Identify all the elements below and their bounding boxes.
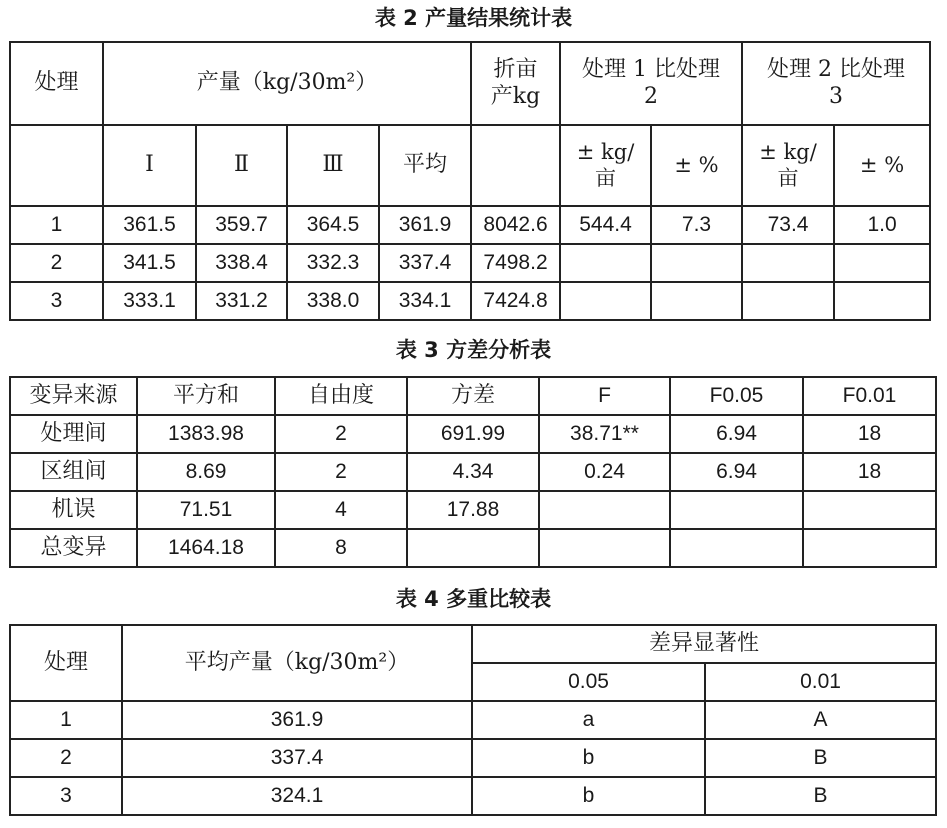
cell: 2 <box>275 415 407 453</box>
cell: 1 <box>10 206 103 244</box>
cell: 17.88 <box>407 491 539 529</box>
cell <box>560 282 651 320</box>
cell: 4.34 <box>407 453 539 491</box>
cell: 2 <box>10 739 122 777</box>
cell: 333.1 <box>103 282 196 320</box>
cell: 7498.2 <box>471 244 560 282</box>
cell <box>539 529 670 567</box>
subheader-kg-per-mu-1-line2: 亩 <box>595 165 617 190</box>
cell: 6.94 <box>670 453 803 491</box>
yield-statistics-table <box>9 41 931 321</box>
cell: 337.4 <box>122 739 472 777</box>
cell: 324.1 <box>122 777 472 815</box>
cell: 18 <box>803 415 936 453</box>
table3-title: 表 3 方差分析表 <box>395 338 552 362</box>
header-process: 处理 <box>10 42 103 125</box>
cell: 2 <box>10 244 103 282</box>
cell <box>742 282 834 320</box>
cell: 364.5 <box>287 206 379 244</box>
cell <box>803 529 936 567</box>
cell: 8042.6 <box>471 206 560 244</box>
cell: 71.51 <box>137 491 275 529</box>
cell: 1383.98 <box>137 415 275 453</box>
header-mu-yield-line1: 折亩 <box>493 57 538 83</box>
header-yield: 产量（kg/30m²） <box>103 42 471 125</box>
header-f: F <box>539 377 670 415</box>
cell <box>670 491 803 529</box>
header-significance: 差异显著性 <box>472 625 936 663</box>
subheader-percent-2: ± % <box>834 125 930 206</box>
cell: 361.9 <box>122 701 472 739</box>
cell <box>834 244 930 282</box>
header-process: 处理 <box>10 625 122 701</box>
cell: 区组间 <box>10 453 137 491</box>
subheader-average: 平均 <box>379 125 471 206</box>
subheader-rep-2: Ⅱ <box>196 125 287 206</box>
cell <box>539 491 670 529</box>
cell: 337.4 <box>379 244 471 282</box>
cell: A <box>705 701 936 739</box>
cell: 338.0 <box>287 282 379 320</box>
cell: 6.94 <box>670 415 803 453</box>
cell: B <box>705 777 936 815</box>
variance-analysis-table <box>9 376 937 568</box>
cell <box>407 529 539 567</box>
cell: 338.4 <box>196 244 287 282</box>
table-row <box>10 777 936 815</box>
header-level-005: 0.05 <box>472 663 705 701</box>
table-row <box>10 282 930 320</box>
cell <box>560 244 651 282</box>
table-row <box>10 206 930 244</box>
cell: 1464.18 <box>137 529 275 567</box>
cell: 38.71** <box>539 415 670 453</box>
table-row <box>10 529 936 567</box>
cell: 73.4 <box>742 206 834 244</box>
cell <box>670 529 803 567</box>
cell: 3 <box>10 282 103 320</box>
cell: 3 <box>10 777 122 815</box>
cell: 334.1 <box>379 282 471 320</box>
subheader-kg-per-mu-2 <box>742 125 834 206</box>
subheader-kg-per-mu-1-line1: ± kg/ <box>576 140 635 165</box>
subheader-kg-per-mu-1 <box>560 125 651 206</box>
header-mu-yield-line2: 产kg <box>490 83 541 109</box>
subheader-kg-per-mu-2-line1: ± kg/ <box>759 140 817 165</box>
cell: 处理间 <box>10 415 137 453</box>
cell: 544.4 <box>560 206 651 244</box>
cell: 1.0 <box>834 206 930 244</box>
header-average-yield: 平均产量（kg/30m²） <box>122 625 472 701</box>
table4-title: 表 4 多重比较表 <box>395 587 552 611</box>
table-row <box>10 415 936 453</box>
table-row <box>10 491 936 529</box>
header-mu-yield <box>471 42 560 125</box>
cell <box>742 244 834 282</box>
cell: 8.69 <box>137 453 275 491</box>
header-f005: F0.05 <box>670 377 803 415</box>
header-f001: F0.01 <box>803 377 936 415</box>
cell: 332.3 <box>287 244 379 282</box>
cell: 7.3 <box>651 206 742 244</box>
header-compare-1-2-line2: 2 <box>644 83 659 109</box>
table-row <box>10 701 936 739</box>
header-sum-squares: 平方和 <box>137 377 275 415</box>
subheader-rep-1: Ⅰ <box>103 125 196 206</box>
header-compare-2-3 <box>742 42 930 125</box>
table-header-row <box>10 377 936 415</box>
cell: 361.9 <box>379 206 471 244</box>
table-row <box>10 453 936 491</box>
subheader-empty-mu <box>471 125 560 206</box>
cell: 331.2 <box>196 282 287 320</box>
header-compare-1-2 <box>560 42 742 125</box>
subheader-kg-per-mu-2-line2: 亩 <box>777 165 799 190</box>
cell: 0.24 <box>539 453 670 491</box>
cell: 总变异 <box>10 529 137 567</box>
cell: b <box>472 739 705 777</box>
cell: B <box>705 739 936 777</box>
subheader-rep-3: Ⅲ <box>287 125 379 206</box>
header-df: 自由度 <box>275 377 407 415</box>
table-row <box>10 244 930 282</box>
header-variance: 方差 <box>407 377 539 415</box>
cell: 8 <box>275 529 407 567</box>
cell <box>803 491 936 529</box>
header-compare-2-3-line1: 处理 2 比处理 <box>767 57 906 83</box>
cell: 1 <box>10 701 122 739</box>
cell: 机误 <box>10 491 137 529</box>
cell: 18 <box>803 453 936 491</box>
cell: 359.7 <box>196 206 287 244</box>
multiple-comparison-table <box>9 624 937 816</box>
cell: 341.5 <box>103 244 196 282</box>
cell: a <box>472 701 705 739</box>
subheader-percent-1: ± % <box>651 125 742 206</box>
header-compare-2-3-line2: 3 <box>829 83 844 109</box>
cell: 691.99 <box>407 415 539 453</box>
cell <box>651 244 742 282</box>
table2-title: 表 2 产量结果统计表 <box>374 6 573 30</box>
cell: 4 <box>275 491 407 529</box>
cell: 361.5 <box>103 206 196 244</box>
header-compare-1-2-line1: 处理 1 比处理 <box>582 57 721 83</box>
cell <box>651 282 742 320</box>
cell: 7424.8 <box>471 282 560 320</box>
cell: b <box>472 777 705 815</box>
header-source: 变异来源 <box>10 377 137 415</box>
cell: 2 <box>275 453 407 491</box>
subheader-empty <box>10 125 103 206</box>
header-level-001: 0.01 <box>705 663 936 701</box>
cell <box>834 282 930 320</box>
table-row <box>10 739 936 777</box>
